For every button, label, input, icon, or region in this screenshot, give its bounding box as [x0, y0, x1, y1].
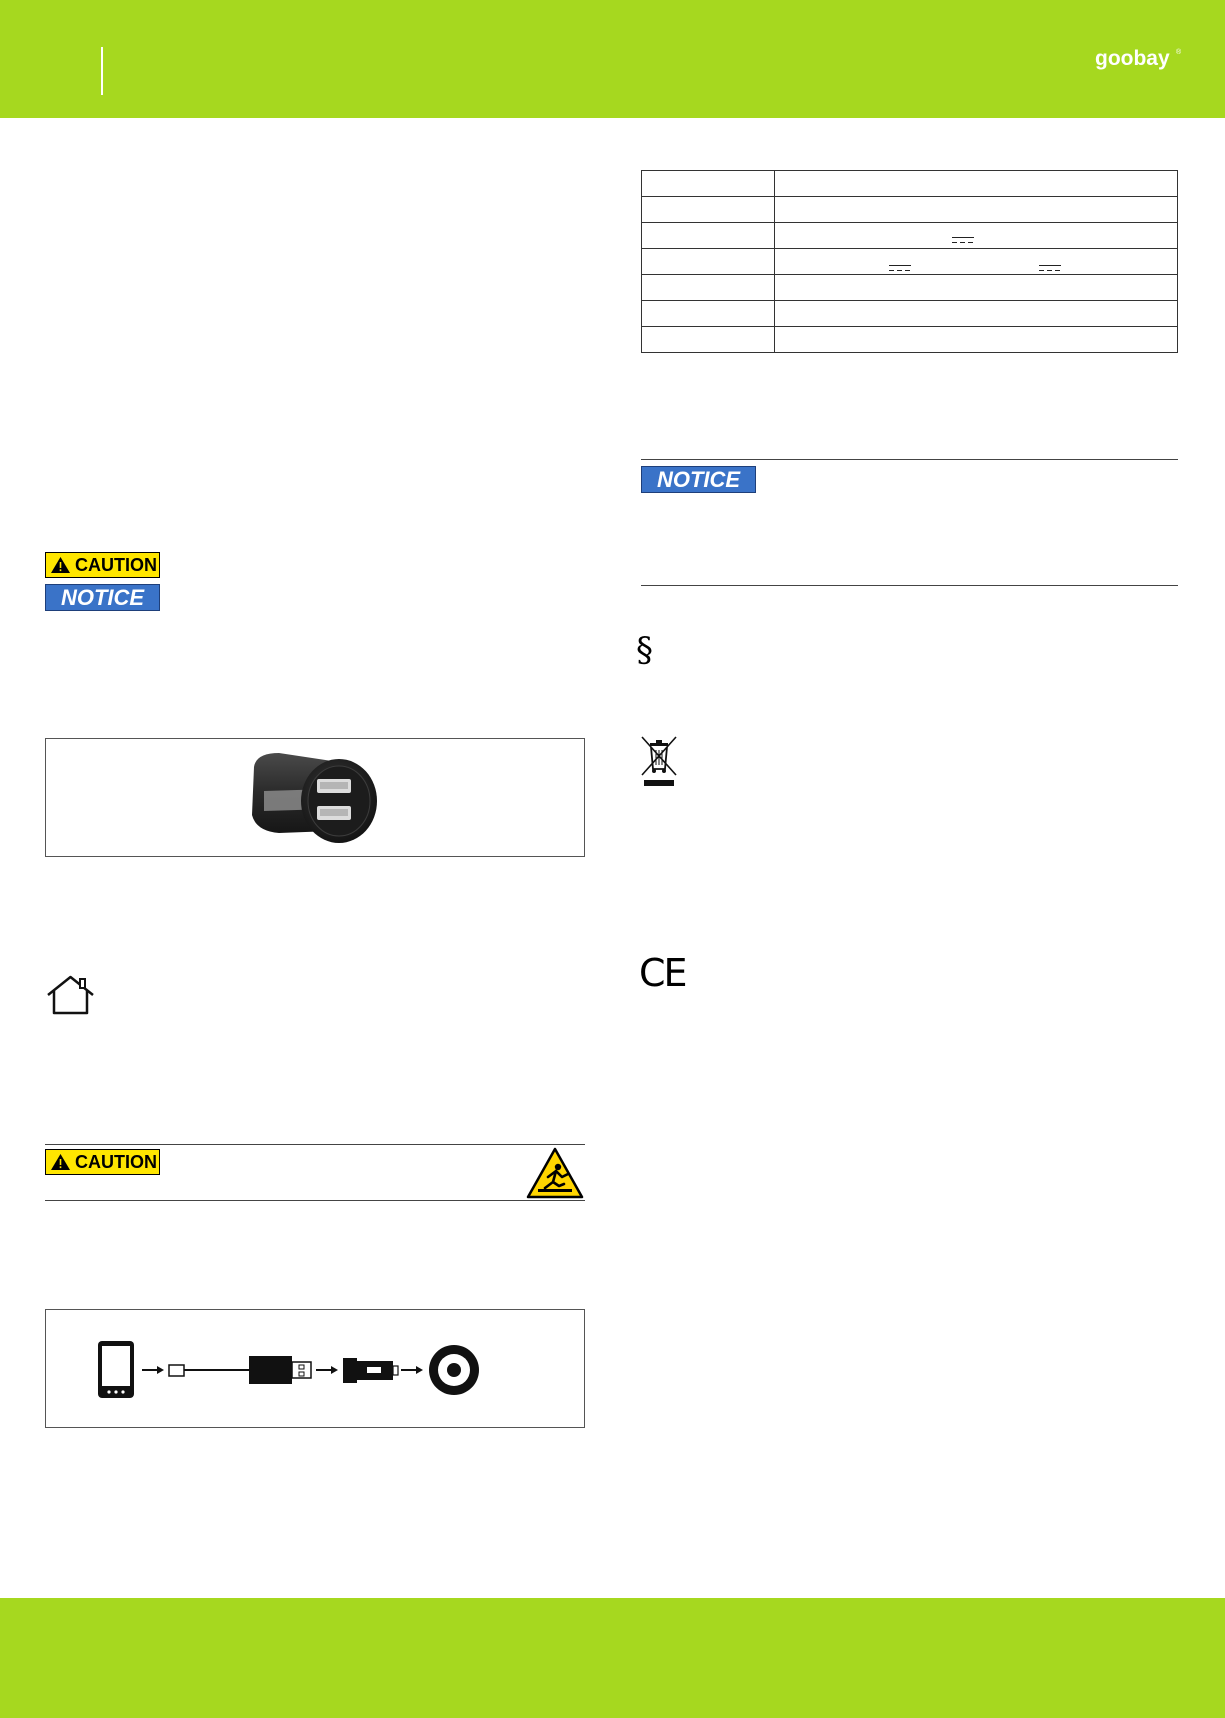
dc-current-icon [952, 237, 974, 244]
table-cell [775, 171, 1178, 197]
table-cell [775, 249, 1178, 275]
table-cell [775, 197, 1178, 223]
table-cell [642, 327, 775, 353]
caution-label: CAUTION [45, 552, 160, 578]
header-band [0, 0, 1225, 118]
table-row [642, 301, 1178, 327]
smartphone-icon [98, 1341, 134, 1398]
arrow-icon [401, 1366, 423, 1374]
dc-current-icon [889, 265, 911, 272]
goobay-logo [1095, 42, 1185, 76]
caution-label-2: CAUTION [45, 1149, 160, 1175]
table-row [642, 275, 1178, 301]
table-cell [642, 223, 775, 249]
arrow-icon [142, 1366, 164, 1374]
notice-label: NOTICE [45, 584, 160, 611]
weee-bin-icon [640, 735, 678, 787]
connection-diagram [46, 1310, 584, 1427]
table-row [642, 197, 1178, 223]
arrow-icon [316, 1366, 338, 1374]
connection-diagram-frame [45, 1309, 585, 1428]
table-cell [642, 171, 775, 197]
ce-mark-icon: CE [639, 951, 686, 995]
car-charger-icon [343, 1358, 398, 1383]
table-row [642, 223, 1178, 249]
product-image-frame [45, 738, 585, 857]
header-divider [101, 47, 103, 95]
warning-triangle-icon [51, 1154, 70, 1170]
warning-triangle-icon [51, 557, 70, 573]
caution-bottom-rule [45, 1200, 585, 1201]
usb-cable-icon [169, 1356, 311, 1384]
table-cell [642, 275, 775, 301]
notice-bottom-rule [641, 585, 1178, 586]
legal-section-icon: § [636, 630, 653, 670]
footer-band [0, 1598, 1225, 1718]
table-row [642, 171, 1178, 197]
specifications-table [641, 170, 1178, 353]
table-cell [775, 275, 1178, 301]
table-cell [642, 301, 775, 327]
caution-top-rule [45, 1144, 585, 1145]
table-cell [642, 249, 775, 275]
notice-top-rule [641, 459, 1178, 460]
table-cell [642, 197, 775, 223]
dc-current-icon [1039, 265, 1061, 272]
svg-text:goobay: goobay [1095, 47, 1170, 70]
table-cell [775, 223, 1178, 249]
home-icon [45, 975, 96, 1015]
table-row [642, 327, 1178, 353]
svg-text:®: ® [1176, 49, 1182, 56]
notice-label-2: NOTICE [641, 466, 756, 493]
power-socket-icon [429, 1345, 479, 1395]
table-cell [775, 301, 1178, 327]
car-charger-image [234, 745, 384, 851]
table-cell [775, 327, 1178, 353]
tripping-hazard-icon [526, 1147, 584, 1199]
